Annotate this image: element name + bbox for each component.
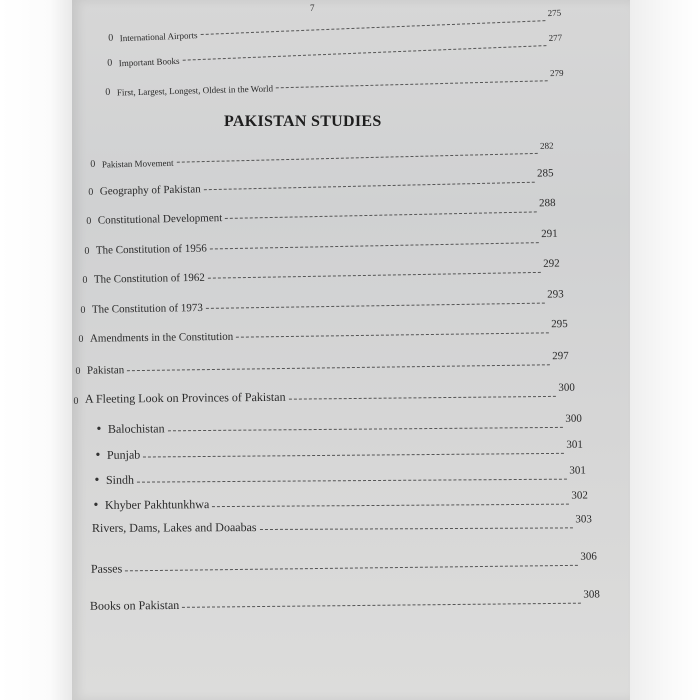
- entry-marker: 0: [88, 186, 94, 198]
- entry-page: 301: [569, 464, 586, 477]
- toc-entry: [82, 165, 554, 198]
- entry-title: The Constitution of 1956: [95, 242, 207, 257]
- dotted-leader: [206, 303, 545, 309]
- dotted-leader: [125, 565, 577, 572]
- entry-title: Khyber Pakhtunkhwa: [104, 497, 210, 512]
- dotted-leader: [182, 603, 580, 608]
- dotted-leader: [289, 396, 556, 400]
- entry-title: International Airports: [119, 30, 198, 44]
- dotted-leader: [168, 427, 563, 431]
- entry-page: 306: [580, 550, 597, 563]
- entry-title: The Constitution of 1962: [93, 271, 205, 286]
- entry-title: First, Largest, Longest, Oldest in the World: [116, 83, 274, 98]
- entry-marker: 0: [90, 158, 96, 170]
- toc-entry: [83, 137, 553, 170]
- entry-marker: •: [95, 447, 101, 463]
- entry-title: Punjab: [106, 447, 141, 462]
- entry-title: Pakistan Movement: [101, 157, 174, 170]
- background-right: [630, 0, 700, 700]
- entry-title: Passes: [90, 561, 123, 576]
- background-left: [0, 0, 72, 700]
- entry-title: The Constitution of 1973: [91, 301, 203, 316]
- toc-entry: [74, 286, 564, 316]
- entry-marker: 0: [78, 333, 84, 345]
- entry-title: A Fleeting Look on Provinces of Pakistan: [84, 389, 286, 406]
- entry-marker: •: [94, 472, 100, 488]
- entry-page: 308: [583, 588, 600, 601]
- entry-marker: 0: [107, 57, 113, 69]
- toc-entry: [72, 316, 568, 345]
- entry-title: Books on Pakistan: [89, 597, 180, 613]
- entry-title: Pakistan: [86, 364, 125, 377]
- dotted-leader: [204, 182, 535, 191]
- entry-page: 291: [541, 227, 558, 241]
- entry-title: Important Books: [118, 55, 180, 69]
- page-number: 7: [310, 3, 315, 13]
- entry-marker: 0: [108, 32, 114, 44]
- entry-marker: •: [96, 421, 102, 437]
- toc-entry: [67, 380, 575, 407]
- entry-page: 302: [571, 489, 588, 502]
- entry-title: Rivers, Dams, Lakes and Doaabas: [91, 520, 257, 535]
- toc-entry: [78, 226, 558, 257]
- dotted-leader: [177, 153, 538, 163]
- toc-entry: [73, 549, 597, 577]
- dotted-leader: [182, 45, 545, 61]
- dotted-leader: [236, 332, 548, 337]
- entry-marker: 0: [105, 86, 111, 98]
- toc-subentry: [87, 488, 588, 513]
- dotted-leader: [137, 479, 566, 483]
- entry-page: 293: [547, 288, 564, 301]
- toc-entry: [80, 195, 556, 227]
- entry-title: Amendments in the Constitution: [89, 330, 234, 345]
- dotted-leader: [127, 364, 549, 371]
- entry-page: 292: [543, 257, 560, 270]
- entry-marker: •: [93, 497, 99, 513]
- dotted-leader: [276, 80, 547, 88]
- entry-marker: 0: [82, 274, 88, 286]
- dotted-leader: [212, 504, 568, 507]
- entry-marker: 0: [75, 365, 81, 377]
- entry-title: Sindh: [105, 472, 135, 487]
- entry-title: Constitutional Development: [97, 212, 223, 227]
- toc-subentry: [89, 437, 583, 463]
- dotted-leader: [260, 527, 573, 530]
- entry-page: 282: [539, 140, 554, 151]
- toc-subentry: [90, 411, 582, 437]
- section-title: PAKISTAN STUDIES: [224, 113, 382, 130]
- toc-entry: [69, 348, 569, 377]
- entry-title: Balochistan: [107, 421, 165, 436]
- entry-page: 295: [551, 318, 568, 331]
- entry-page: 300: [565, 412, 582, 425]
- dotted-leader: [208, 272, 541, 279]
- entry-page: 279: [549, 67, 564, 79]
- entry-marker: 0: [80, 304, 86, 316]
- entry-marker: 0: [86, 215, 92, 227]
- dotted-leader: [210, 242, 539, 249]
- entry-page: 288: [538, 197, 556, 210]
- toc-subentry: [88, 463, 586, 488]
- entry-page: 300: [558, 381, 575, 394]
- entry-page: 275: [547, 7, 562, 19]
- entry-page: 303: [575, 513, 592, 526]
- entry-marker: 0: [73, 395, 79, 407]
- entry-page: 297: [552, 350, 569, 363]
- toc-entry: [74, 511, 592, 536]
- entry-marker: 0: [84, 245, 90, 257]
- entry-page: 301: [566, 438, 583, 451]
- toc-entry: [76, 256, 560, 286]
- toc-entry: [72, 586, 600, 614]
- toc-entry: [98, 64, 563, 98]
- entry-title: Geography of Pakistan: [99, 183, 201, 198]
- entry-page: 285: [536, 167, 554, 180]
- book-page: [72, 0, 630, 700]
- dotted-leader: [225, 211, 536, 219]
- dotted-leader: [143, 453, 563, 458]
- entry-page: 277: [548, 32, 563, 44]
